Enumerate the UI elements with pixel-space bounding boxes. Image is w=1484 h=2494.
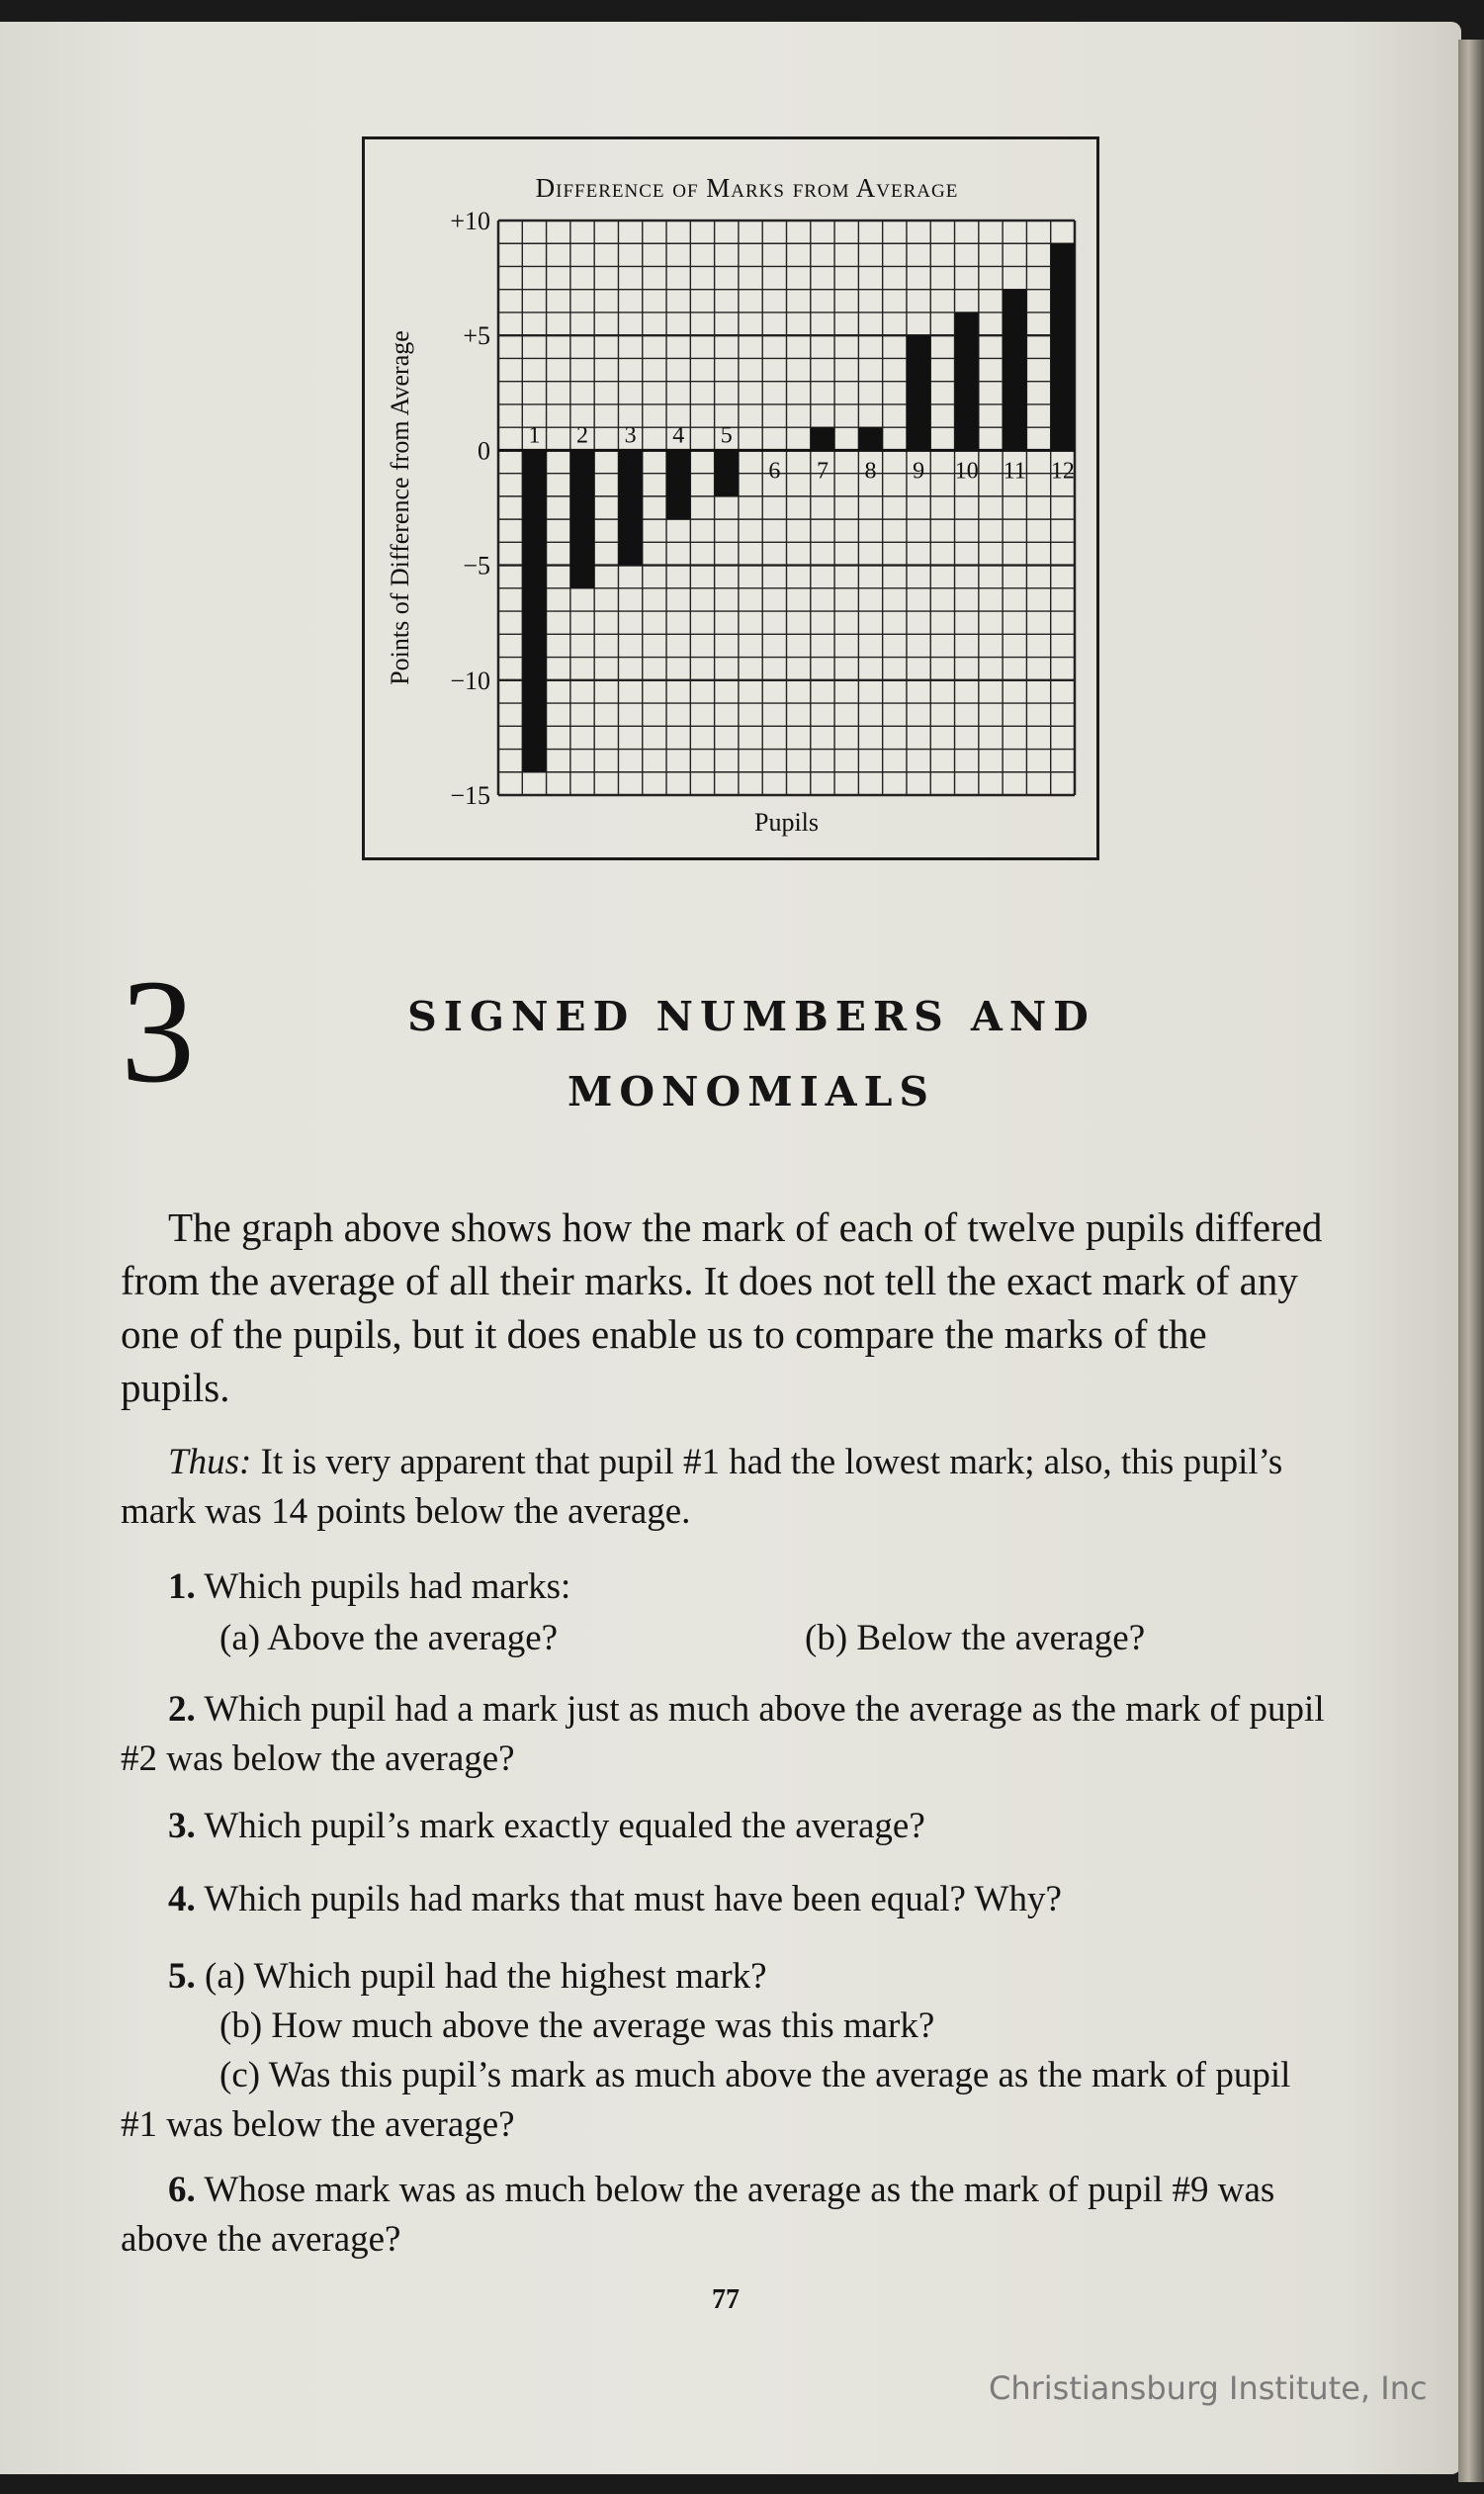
watermark: Christiansburg Institute, Inc bbox=[989, 2369, 1428, 2407]
y-tick-label: −5 bbox=[463, 551, 490, 580]
question-2-number: 2. bbox=[168, 1689, 196, 1730]
thus-text: It is very apparent that pupil #1 had the lowest mark; also, this pupil’s mark was 14 points below the average. bbox=[121, 1442, 1283, 1532]
bar-pupil-8 bbox=[858, 427, 882, 450]
question-1-text: Which pupils had marks: bbox=[204, 1566, 571, 1607]
y-axis-label: Points of Difference from Average bbox=[386, 330, 414, 685]
question-3-number: 3. bbox=[168, 1806, 196, 1846]
bar-pupil-11 bbox=[1003, 290, 1026, 451]
chapter-title-line-2: MONOMIALS bbox=[567, 1068, 936, 1115]
bar-pupil-7 bbox=[811, 427, 834, 450]
intro-paragraph: The graph above shows how the mark of each of twelve pupils differed from the average of all their marks. It does not tell the exact mark of any one of the pupils, but it does enable us to compare the marks of the pupils. bbox=[121, 1204, 1323, 1410]
question-5c-text: Was this pupil’s mark as much above the average as the mark of pupil #1 was below the average? bbox=[121, 2055, 1291, 2145]
question-1b-text: Below the average? bbox=[856, 1618, 1146, 1658]
question-6-text: Whose mark was as much below the average as the mark of pupil #9 was above the average? bbox=[121, 2170, 1275, 2260]
y-tick-label: +10 bbox=[450, 207, 490, 235]
question-1 bbox=[121, 1562, 1325, 1612]
page-number: 77 bbox=[712, 2284, 740, 2315]
bar-pupil-4 bbox=[666, 450, 690, 519]
y-tick-label: −10 bbox=[450, 666, 490, 695]
pupil-label-5: 5 bbox=[720, 422, 733, 449]
question-3-text: Which pupil’s mark exactly equaled the average? bbox=[204, 1806, 925, 1846]
chapter-number: 3 bbox=[121, 949, 195, 1113]
question-1b-label: (b) bbox=[805, 1618, 848, 1658]
y-tick-label: +5 bbox=[463, 321, 490, 351]
pupil-label-11: 11 bbox=[1003, 458, 1026, 485]
question-6-number: 6. bbox=[168, 2170, 196, 2210]
pupil-label-1: 1 bbox=[528, 422, 541, 449]
question-5b-label: (b) bbox=[219, 2005, 263, 2046]
bar-pupil-9 bbox=[907, 335, 930, 450]
pupil-label-2: 2 bbox=[576, 422, 589, 449]
question-5b bbox=[121, 2002, 1325, 2051]
question-1a-label: (a) bbox=[219, 1618, 261, 1658]
chart-svg bbox=[365, 139, 1102, 863]
chapter-title bbox=[297, 979, 1206, 1129]
question-5c-label: (c) bbox=[219, 2055, 261, 2095]
bar-pupil-1 bbox=[522, 450, 546, 771]
question-4-number: 4. bbox=[168, 1879, 196, 1919]
bar-pupil-10 bbox=[955, 312, 979, 450]
question-2-text: Which pupil had a mark just as much above the average as the mark of pupil #2 was below the average? bbox=[121, 1689, 1325, 1779]
difference-chart bbox=[362, 136, 1099, 860]
question-5a-label: (a) bbox=[205, 1956, 246, 1997]
pupil-label-4: 4 bbox=[672, 422, 685, 449]
bar-pupil-3 bbox=[618, 450, 642, 565]
page-edge bbox=[1458, 40, 1484, 2482]
x-axis-label: Pupils bbox=[753, 808, 820, 837]
pupil-label-3: 3 bbox=[624, 422, 637, 449]
question-3 bbox=[121, 1802, 1325, 1851]
chapter-title-line-1: SIGNED NUMBERS AND bbox=[407, 993, 1095, 1040]
question-1-options bbox=[219, 1614, 1307, 1663]
y-tick-label: −15 bbox=[450, 781, 490, 810]
question-1b bbox=[805, 1614, 1145, 1663]
pupil-label-10: 10 bbox=[954, 458, 979, 485]
pupil-label-8: 8 bbox=[864, 458, 877, 485]
bar-pupil-12 bbox=[1051, 243, 1075, 450]
pupil-label-12: 12 bbox=[1050, 458, 1075, 485]
y-tick-label: 0 bbox=[478, 436, 490, 466]
question-5a-text: Which pupil had the highest mark? bbox=[253, 1956, 767, 1997]
pupil-label-6: 6 bbox=[768, 458, 781, 485]
bar-pupil-5 bbox=[715, 450, 739, 495]
pupil-label-7: 7 bbox=[816, 458, 829, 485]
thus-label: Thus: bbox=[168, 1442, 252, 1482]
question-1a-text: Above the average? bbox=[267, 1618, 559, 1658]
question-5b-text: How much above the average was this mark? bbox=[271, 2005, 935, 2046]
question-5-number: 5. bbox=[168, 1956, 196, 1997]
thus-paragraph bbox=[121, 1438, 1325, 1537]
question-4-text: Which pupils had marks that must have been equal? Why? bbox=[204, 1879, 1062, 1919]
chart-title: Difference of Marks from Average bbox=[535, 173, 959, 203]
question-6 bbox=[121, 2166, 1325, 2265]
bar-pupil-2 bbox=[570, 450, 594, 587]
question-1-number: 1. bbox=[168, 1566, 196, 1607]
question-5c bbox=[121, 2051, 1325, 2150]
question-2 bbox=[121, 1685, 1325, 1784]
pupil-label-9: 9 bbox=[913, 458, 925, 485]
question-4 bbox=[121, 1875, 1325, 1924]
question-5 bbox=[121, 1952, 1325, 2002]
